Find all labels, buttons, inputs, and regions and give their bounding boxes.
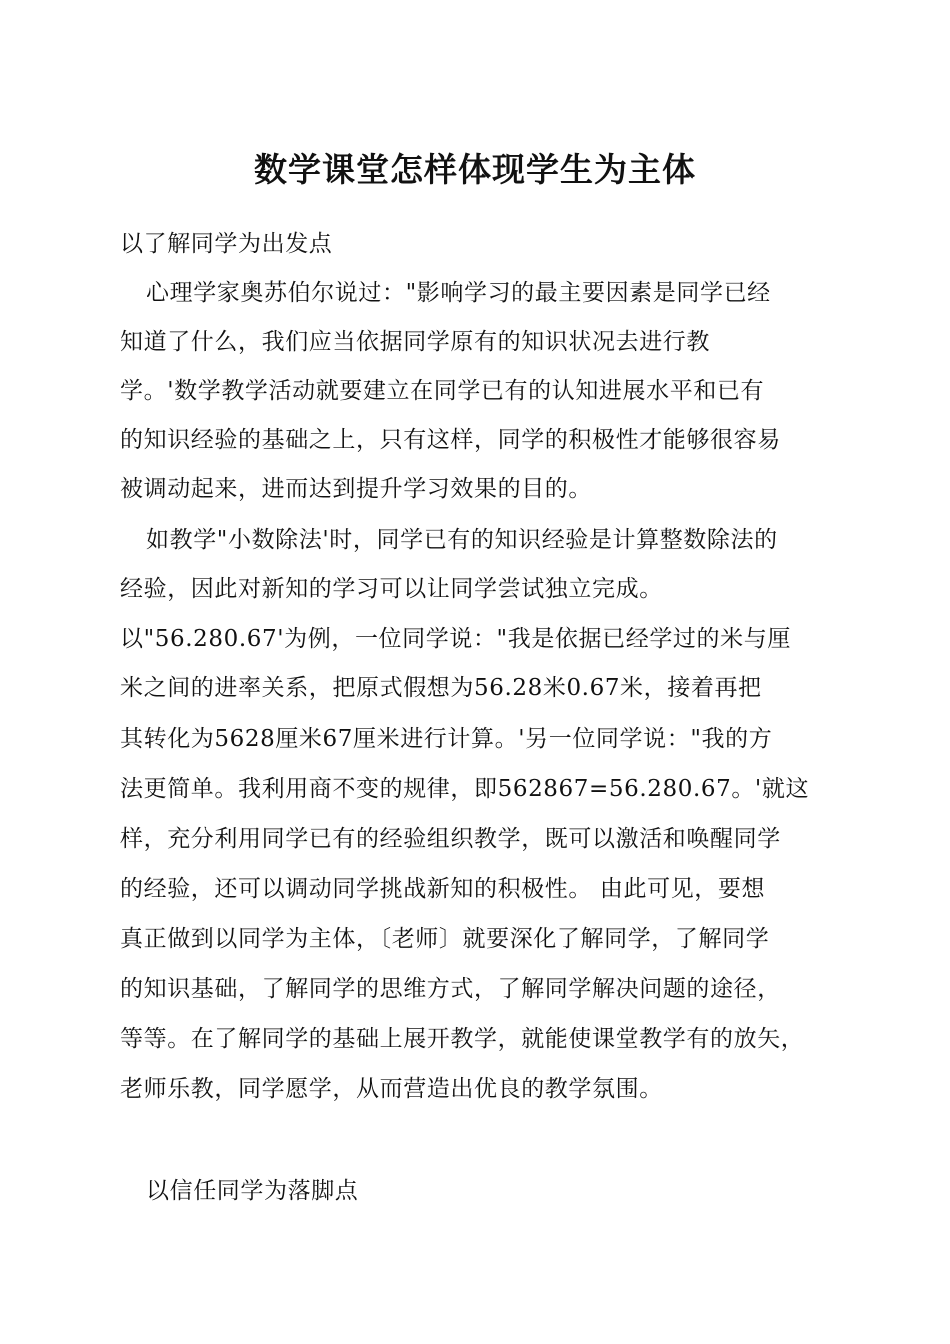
paragraph-line: 法更简单。我利用商不变的规律，即562867=56.280.67。'就这 (120, 776, 810, 802)
document-title: 数学课堂怎样体现学生为主体 (254, 150, 696, 189)
paragraph-line: 心理学家奥苏伯尔说过："影响学习的最主要因素是同学已经 (146, 280, 771, 306)
paragraph-line: 样，充分利用同学已有的经验组织教学，既可以激活和唤醒同学 (120, 826, 781, 852)
paragraph-line: 经验，因此对新知的学习可以让同学尝试独立完成。 (120, 576, 663, 602)
heading-understand-students: 以了解同学为出发点 (120, 231, 333, 257)
paragraph-line: 老师乐教，同学愿学，从而营造出优良的教学氛围。 (120, 1076, 663, 1102)
paragraph-line: 其转化为5628厘米67厘米进行计算。'另一位同学说："我的方 (120, 726, 773, 752)
paragraph-line: 被调动起来，进而达到提升学习效果的目的。 (120, 476, 592, 502)
paragraph-line: 的经验，还可以调动同学挑战新知的积极性。 由此可见，要想 (120, 876, 766, 902)
paragraph-line: 如教学"小数除法'时，同学已有的知识经验是计算整数除法的 (146, 527, 778, 553)
paragraph-line: 的知识基础，了解同学的思维方式，了解同学解决问题的途径， (120, 976, 781, 1002)
paragraph-line: 米之间的进率关系，把原式假想为56.28米0.67米，接着再把 (120, 675, 762, 701)
paragraph-line: 等等。在了解同学的基础上展开教学，就能使课堂教学有的放矢， (120, 1026, 805, 1052)
paragraph-line: 真正做到以同学为主体，〔老师〕就要深化了解同学，了解同学 (120, 926, 770, 952)
paragraph-line: 的知识经验的基础之上，只有这样，同学的积极性才能够很容易 (120, 427, 781, 453)
paragraph-line: 知道了什么，我们应当依据同学原有的知识状况去进行教 (120, 329, 710, 355)
heading-trust-students: 以信任同学为落脚点 (146, 1178, 359, 1204)
paragraph-line: 学。'数学教学活动就要建立在同学已有的认知进展水平和已有 (120, 378, 765, 404)
paragraph-line: 以"56.280.67'为例，一位同学说："我是依据已经学过的米与厘 (120, 626, 791, 652)
